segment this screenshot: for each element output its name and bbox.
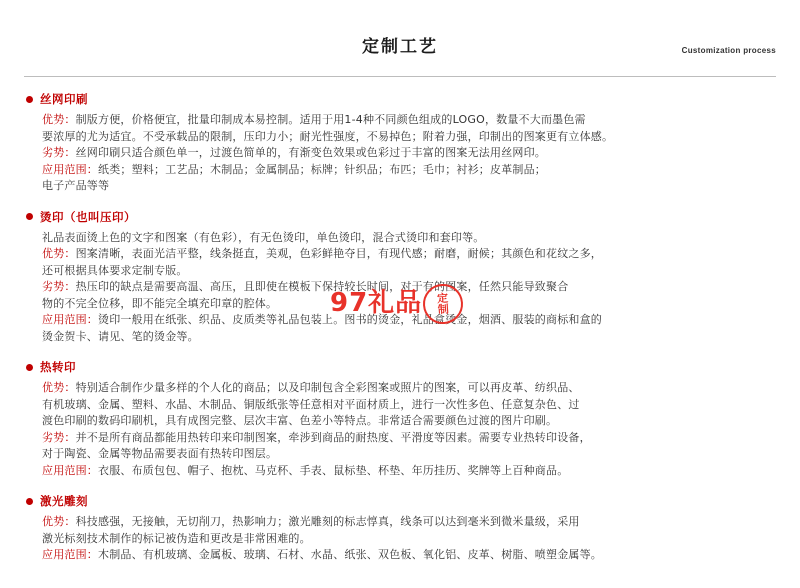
line-label: 优势： <box>42 515 76 528</box>
sections-container <box>24 91 776 564</box>
section-line: 优势：特别适合制作少量多样的个人化的商品；以及印制包含全彩图案或照片的图案，可以再皮革、纺织品、 <box>42 381 580 394</box>
watermark-text: 97礼品 <box>330 288 423 318</box>
section-line: 对于陶瓷、金属等物品需要表面有热转印图层。 <box>42 447 278 460</box>
watermark-seal-line2: 制 <box>437 302 450 317</box>
section-title: 丝网印刷 <box>40 92 88 106</box>
section-line: 激光标刻技术制作的标记被伪造和更改是非常困难的。 <box>42 531 311 545</box>
page-header <box>24 0 776 74</box>
section-line: 应用范围：木制品、有机玻璃、金属板、玻璃、石材、水晶、纸张、双色板、氧化铝、皮革、树脂、喷塑金属等。 <box>42 548 602 561</box>
section-heading <box>24 209 776 225</box>
process-section <box>24 209 776 346</box>
section-line: 要浓厚的尤为适宜。不受承载品的限制，压印力小；耐光性强度，不易掉色；附着力强，印制出的图案更有立体感。 <box>42 129 614 143</box>
section-line: 优势：科技感强，无接触，无切削刀，热影响力；激光雕刻的标志惇真，线条可以达到毫米到微米量级，采用 <box>42 515 580 528</box>
section-line: 应用范围：衣服、布质包包、帽子、抱枕、马克杯、手表、鼠标垫、杯垫、年历挂历、奖牌等上百种商品。 <box>42 463 569 477</box>
process-section <box>24 91 776 195</box>
section-body <box>24 514 776 564</box>
section-line: 渡色印刷的数码印刷机，具有成图完整、层次丰富、色差小等特点。非常适合需要颜色过渡的图片印刷。 <box>42 414 558 427</box>
line-label: 劣势： <box>42 280 76 293</box>
bullet-dot-icon <box>26 498 33 505</box>
section-body <box>24 380 776 479</box>
section-title: 烫印（也叫压印） <box>40 209 136 224</box>
line-label: 优势： <box>42 247 76 260</box>
section-line: 应用范围：烫印一般用在纸张、织品、皮质类等礼品包装上。图书的烫金，礼品盒烫金，烟酒、服装的商标和盒的 <box>42 313 602 326</box>
line-label: 优势： <box>42 113 76 126</box>
section-line: 优势：图案清晰，表面光洁平整，线条挺直，美观，色彩鲜艳夺目，有现代感；耐磨，耐候；其颜色和花纹之多， <box>42 247 603 260</box>
section-line: 还可根据具体要求定制专版。 <box>42 263 188 277</box>
bullet-dot-icon <box>26 213 33 220</box>
line-label: 劣势： <box>42 430 76 444</box>
section-line: 有机玻璃、金属、塑料、水晶、木制品、铜版纸张等任意相对平面材质上，进行一次性多色、任意复杂色、过 <box>42 397 580 411</box>
section-line: 优势：制版方便，价格便宜，批量印制成本易控制。适用于用1-4种不同颜色组成的LOGO，数量不大而墨色需 <box>42 113 586 126</box>
bullet-dot-icon <box>26 364 33 371</box>
bullet-dot-icon <box>26 96 33 103</box>
section-line: 电子产品等等 <box>42 179 110 192</box>
section-line: 劣势：热压印的缺点是需要高温、高压，且即使在模板下保持较长时间，对于有的图案，任然只能导致聚合 <box>42 280 569 293</box>
section-line: 礼品表面烫上色的文字和图案（有色彩），有无色烫印，单色烫印，混合式烫印和套印等。 <box>42 230 485 244</box>
line-label: 劣势： <box>42 146 76 159</box>
section-line: 应用范围：纸类；塑料；工艺品；木制品；金属制品；标牌；针织品；布匹；毛巾；衬衫；皮革制品； <box>42 162 546 176</box>
line-label: 应用范围： <box>42 162 98 176</box>
section-body <box>24 230 776 346</box>
section-line: 劣势：丝网印刷只适合颜色单一，过渡色简单的，有渐变色效果或色彩过于丰富的图案无法用丝网印。 <box>42 146 547 159</box>
section-line: 烫金贺卡、请见、笔的烫金等。 <box>42 329 199 343</box>
page-subtitle: Customization process <box>681 46 776 55</box>
section-title: 激光雕刻 <box>40 494 88 508</box>
section-heading <box>24 91 776 107</box>
line-label: 应用范围： <box>42 313 98 326</box>
section-title: 热转印 <box>40 360 76 374</box>
line-label: 应用范围： <box>42 463 98 477</box>
process-section <box>24 359 776 479</box>
line-label: 优势： <box>42 381 76 394</box>
section-body <box>24 112 776 195</box>
header-divider <box>24 76 776 77</box>
section-heading <box>24 359 776 375</box>
line-label: 应用范围： <box>42 548 98 561</box>
section-line: 劣势：并不是所有商品都能用热转印来印制图案，牵涉到商品的耐热度、平滑度等因素。需要专业热转印设备， <box>42 430 591 444</box>
process-section <box>24 493 776 564</box>
section-heading <box>24 493 776 509</box>
watermark-seal-line1: 定 <box>436 291 449 306</box>
page-title: 定制工艺 <box>362 37 438 57</box>
section-line: 物的不完全位移，即不能完全填充印章的腔体。 <box>42 296 278 310</box>
